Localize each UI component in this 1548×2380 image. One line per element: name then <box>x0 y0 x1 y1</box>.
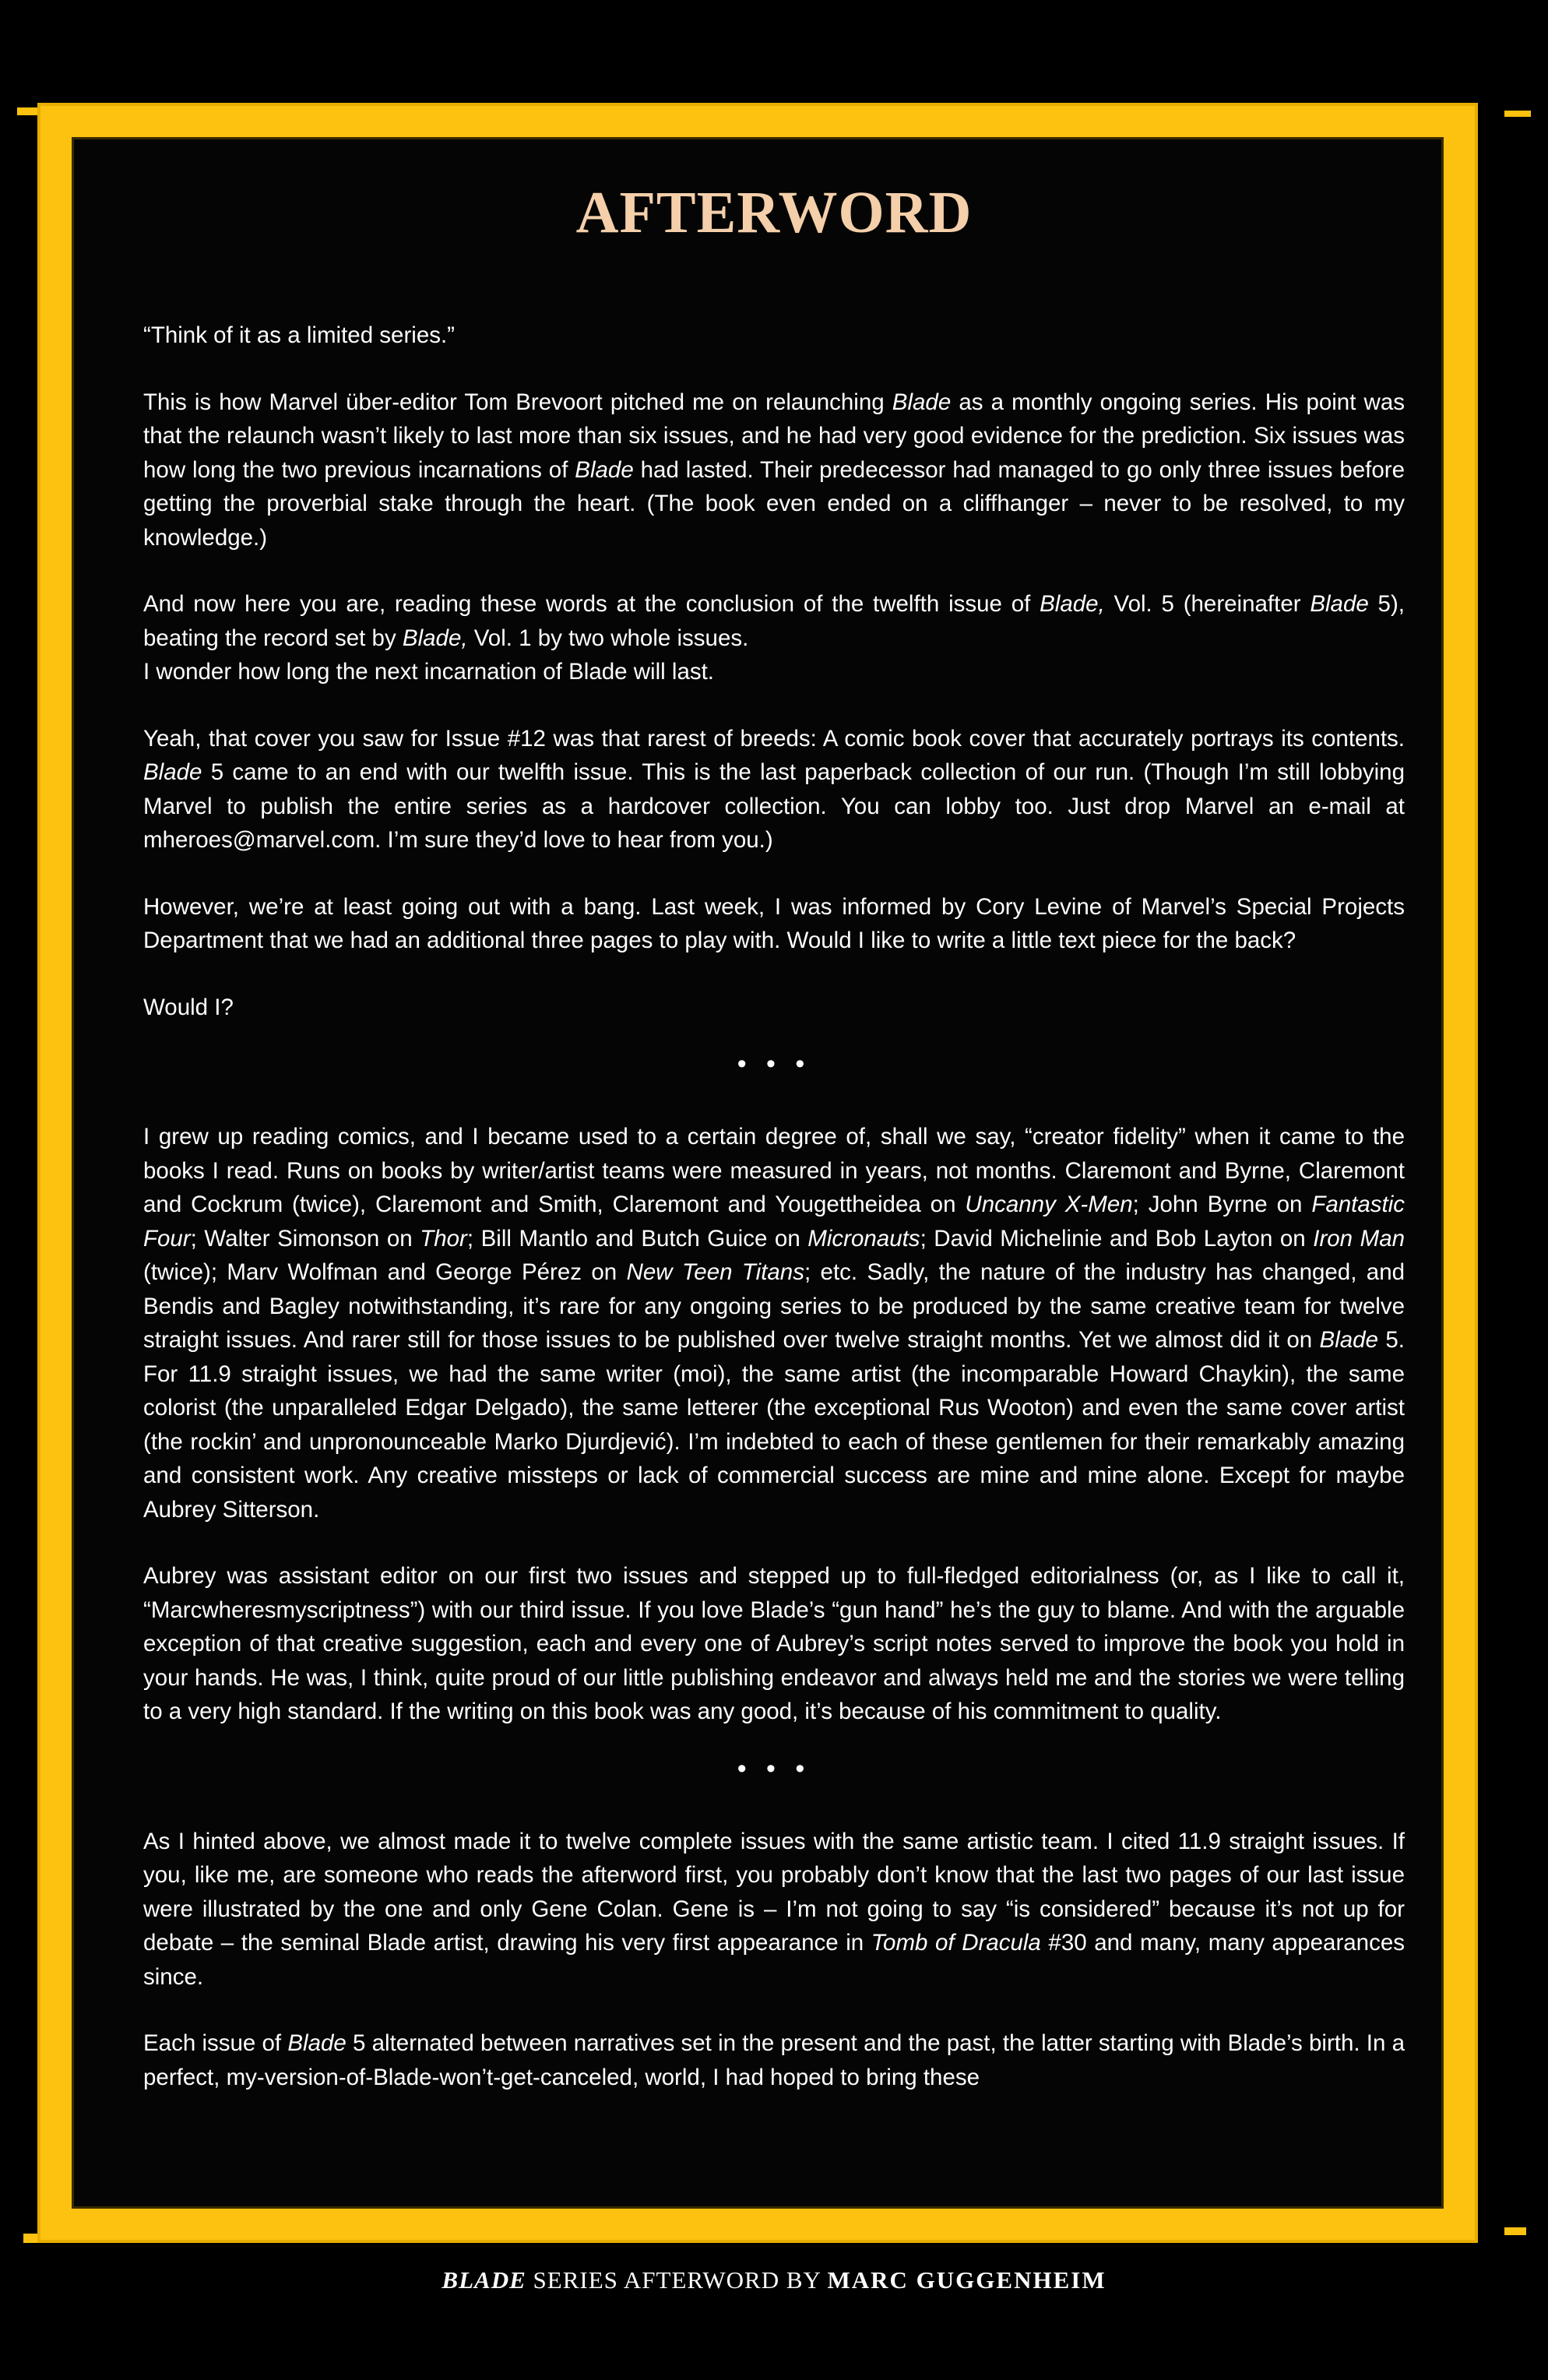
body-paragraph <box>143 991 1405 1025</box>
italic-title-text: Blade <box>1319 1327 1378 1353</box>
paragraph-text: Each issue of <box>143 2030 288 2056</box>
italic-title-text: Blade <box>1310 591 1369 617</box>
paragraph-text: ; Bill Mantlo and Butch Guice on <box>466 1225 808 1252</box>
paragraph-text: 5. For 11.9 straight issues, we had the same writer (moi), the same artist (the incomparable Howard Chaykin), the same colorist (the unparalleled Edgar Delgado), the same letterer (the exceptional Rus Wooton) and even the same cover artist (the rockin’ and unpronounceable Marko Djurdjević). I’m indebted to each of these gentlemen for their remarkably amazing and consistent work. Any creative missteps or lack of commercial success are mine and mine alone. Except for maybe Aubrey Sitterson. <box>143 1327 1405 1523</box>
body-paragraph <box>143 1559 1405 1729</box>
paragraph-text: However, we’re at least going out with a bang. Last week, I was informed by Cory Levine of Marvel’s Special Projects Department that we had an additional three pages to play with. Would I like to write a little text piece for the back? <box>143 893 1405 953</box>
body-paragraph <box>143 386 1405 555</box>
italic-title-text: Iron Man <box>1313 1225 1406 1252</box>
frame-rough-edge <box>1504 111 1531 117</box>
paragraph-text: ; etc. Sadly, the nature of the industry has changed, and Bendis and Bagley notwithstanding, it’s rare for any ongoing series to be produced by the same creative team for twelve straight issues. And rarer still for those issues to be published over twelve straight months. Yet we almost did it on <box>143 1259 1406 1353</box>
paragraph-text: 5 came to an end with our twelfth issue. This is the last paperback collection of our run. (Though I’m still lobbying Marvel to publish the entire series as a hardcover collection. You can lobby too. Just drop Marvel an e-mail at mheroes@marvel.com. I’m sure they’d love to hear from you.) <box>143 759 1405 853</box>
body-paragraph <box>143 890 1405 958</box>
italic-title-text: Uncanny X-Men <box>965 1192 1133 1217</box>
italic-title-text: Blade, <box>1040 591 1105 617</box>
italic-title-text: Blade <box>575 456 634 483</box>
footer-series-label: SERIES AFTERWORD BY <box>533 2266 821 2294</box>
paragraph-text: Vol. 5 (hereinafter <box>1104 591 1311 617</box>
section-separator: • • • <box>737 1753 811 1783</box>
paragraph-text: (twice); Marv Wolfman and George Pérez on <box>143 1259 627 1285</box>
footer-series-name: BLADE <box>442 2266 526 2294</box>
italic-title-text: Blade <box>892 389 952 415</box>
italic-title-text: Blade, <box>402 625 468 651</box>
paragraph-text: ; David Michelinie and Bob Layton on <box>920 1225 1314 1252</box>
frame-rough-edge <box>1504 2227 1526 2235</box>
body-paragraph <box>143 1120 1405 1526</box>
body-paragraph <box>143 319 1405 353</box>
paragraph-text: ; Walter Simonson on <box>190 1225 420 1252</box>
page-title: AFTERWORD <box>575 180 973 245</box>
paragraph-text: ; John Byrne on <box>1132 1192 1312 1217</box>
paragraph-text: I grew up reading comics, and I became used to a certain degree of, shall we say, “creator fidelity” when it came to the books I read. Runs on books by writer/artist teams were measured in years, not months. Claremont and Byrne, Claremont and Cockrum (twice), Claremont and Smith, Claremont and Yougettheidea on <box>143 1124 1405 1217</box>
afterword-body <box>143 319 1405 2094</box>
italic-title-text: Fantastic Four <box>143 1192 1405 1252</box>
paragraph-text: Aubrey was assistant editor on our first two issues and stepped up to full-fledged editorialness (or, as I like to call it, “Marcwheresmyscriptness”) with our third issue. If you love Blade’s “gun hand” he’s the guy to blame. And with the arguable exception of that creative suggestion, each and every one of Aubrey’s script notes served to improve the book you hold in your hands. He was, I think, quite proud of our little publishing endeavor and always held me and the stories we were telling to a very high standard. If the writing on this book was any good, it’s because of his commitment to quality. <box>143 1563 1405 1724</box>
footer-author: MARC GUGGENHEIM <box>827 2266 1106 2294</box>
italic-title-text: Blade <box>143 759 202 785</box>
paragraph-text: Yeah, that cover you saw for Issue #12 was that rarest of breeds: A comic book cover that accurately portrays its contents. <box>143 725 1405 752</box>
italic-title-text: Micronauts <box>807 1225 920 1252</box>
paragraph-text: as a monthly ongoing series. His point was that the relaunch wasn’t likely to last more than six issues, and he had very good evidence for the prediction. Six issues was how long the two previous incarnations of <box>143 389 1405 483</box>
body-paragraph <box>143 722 1405 857</box>
paragraph-text: Vol. 1 by two whole issues. <box>467 625 749 651</box>
paragraph-text: And now here you are, reading these words at the conclusion of the twelfth issue of <box>143 591 1040 617</box>
paragraph-text: Would I? <box>143 994 234 1020</box>
section-separator: • • • <box>737 1049 811 1079</box>
paragraph-text: had lasted. Their predecessor had managed to go only three issues before getting the proverbial stake through the heart. (The book even ended on a cliffhanger – never to be resolved, to my knowledge.) <box>143 456 1405 551</box>
body-paragraph <box>143 1825 1405 1994</box>
body-paragraph <box>143 2026 1405 2094</box>
italic-title-text: New Teen Titans <box>626 1259 804 1285</box>
paragraph-text: This is how Marvel über-editor Tom Brevoort pitched me on relaunching <box>143 389 892 415</box>
paragraph-text: #30 and many, many appearances since. <box>143 1930 1405 1990</box>
page-footer <box>0 2266 1548 2294</box>
body-paragraph <box>143 587 1405 689</box>
paragraph-text: As I hinted above, we almost made it to twelve complete issues with the same artistic team. I cited 11.9 straight issues. If you, like me, are someone who reads the afterword first, you probably don’t know that the last two pages of our last issue were illustrated by the one and only Gene Colan. Gene is – I’m not going to say “is considered” because it’s not up for debate – the seminal Blade artist, drawing his very first appearance in <box>143 1828 1405 1956</box>
paragraph-text: 5), beating the record set by <box>143 591 1405 651</box>
afterword-content <box>143 179 1405 2127</box>
italic-title-text: Blade <box>287 2030 347 2056</box>
paragraph-text: 5 alternated between narratives set in the present and the past, the latter starting with Blade’s birth. In a perfect, my-version-of-Blade-won’t-get-canceled, world, I had hoped to bring these <box>143 2030 1405 2090</box>
paragraph-text: “Think of it as a limited series.” <box>143 322 456 348</box>
paragraph-text: I wonder how long the next incarnation of Blade will last. <box>143 659 715 685</box>
italic-title-text: Tomb of Dracula <box>871 1930 1041 1956</box>
italic-title-text: Thor <box>420 1225 467 1252</box>
